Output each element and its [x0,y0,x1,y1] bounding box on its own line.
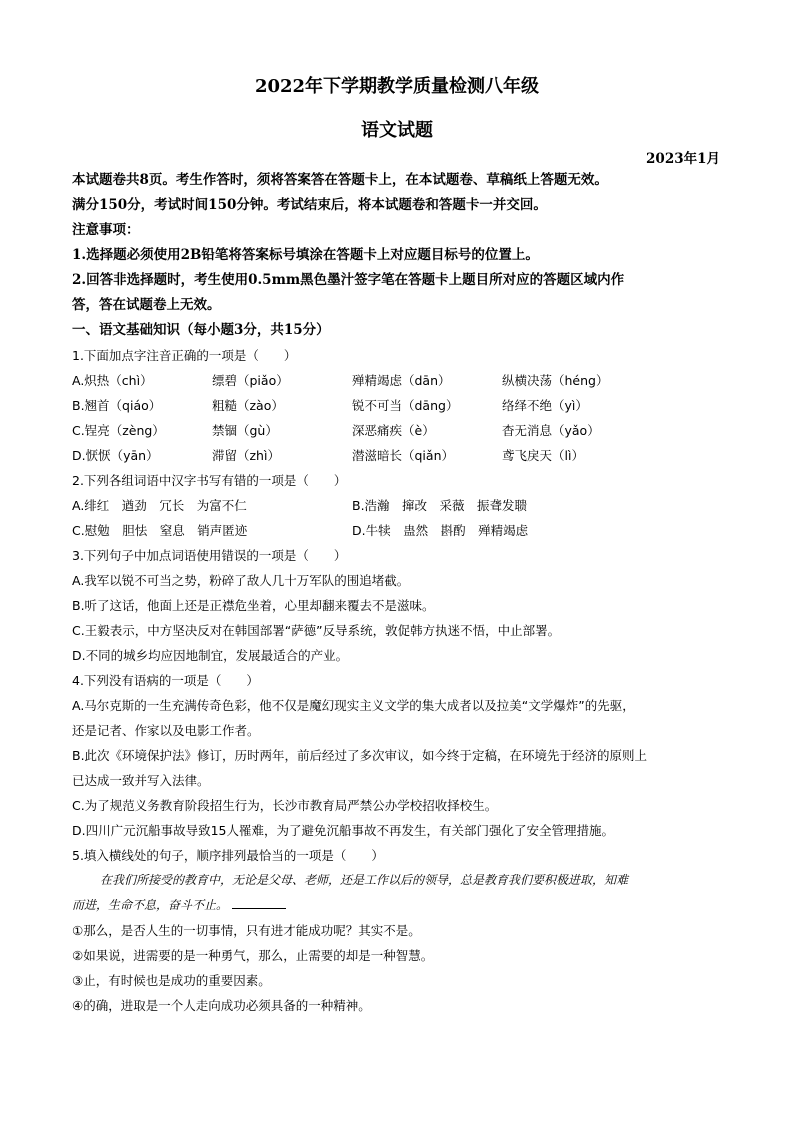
question-stem: 2.下列各组词语中汉字书写有错的一项是（ ） [72,473,347,488]
option-line: 已达成一致并写入法律。 [72,773,210,788]
page-title: 2022年下学期教学质量检测八年级 [254,76,540,97]
passage-line: 在我们所接受的教育中，无论是父母、老师，还是工作以后的领导，总是教育我们要积极进取，知难 [100,873,629,887]
passage-text: 而进，生命不息，奋斗不止。 [72,898,229,912]
page-subtitle: 语文试题 [361,120,433,141]
option-cell: D.牛犊 蛊然 斟酌 殚精竭虑 [352,523,529,538]
option-cell: D.恹恹（yān） [72,448,159,463]
option-line: A.马尔克斯的一生充满传奇色彩，他不仅是魔幻现实主义文学的集大成者以及拉美“文学爆炸”的先驱， [72,698,635,713]
question-stem: 3.下列句子中加点词语使用错误的一项是（ ） [72,548,347,563]
option-line: 还是记者、作家以及电影工作者。 [72,723,260,738]
option-cell: 殚精竭虑（dān） [352,373,451,388]
option-row [72,443,724,468]
option-line: A.我军以锐不可当之势，粉碎了敌人几十万军队的围追堵截。 [72,573,410,588]
notes-heading: 注意事项： [72,222,140,238]
option-cell: 锐不可当（dāng） [352,398,459,413]
option-cell: 缥碧（piǎo） [212,373,289,388]
option-cell: 潜滋暗长（qiǎn） [352,448,454,463]
sentence-item: ③止，有时候也是成功的重要因素。 [72,973,271,988]
option-row [72,393,724,418]
intro-line: 满分150分，考试时间150分钟。考试结束后，将本试题卷和答题卡一并交回。 [72,197,547,213]
option-cell: 络绎不绝（yì） [502,398,588,413]
option-line: B.此次《环境保护法》修订，历时两年，前后经过了多次审议，如今终于定稿，在环境先于经济的原则上 [72,748,648,763]
option-cell: 杳无消息（yǎo） [502,423,600,438]
option-cell: B.浩瀚 撺改 采薇 振聋发聩 [352,498,528,513]
option-line: C.王毅表示，中方坚决反对在韩国部署“萨德”反导系统，敦促韩方执迷不悟，中止部署。 [72,623,561,638]
option-cell: B.翘首（qiáo） [72,398,162,413]
option-row [72,418,724,443]
option-cell: A.炽热（chì） [72,373,153,388]
option-row [72,493,724,518]
sentence-item: ②如果说，进需要的是一种勇气，那么，止需要的却是一种智慧。 [72,948,434,963]
question-stem: 4.下列没有语病的一项是（ ） [72,673,259,688]
option-row [72,368,724,393]
sentence-item: ①那么，是否人生的一切事情，只有进才能成功呢？其实不是。 [72,923,421,938]
option-cell: 粗糙（zào） [212,398,284,413]
option-cell: 深恶痛疾（è） [352,423,435,438]
question-stem: 1.下面加点字注音正确的一项是（ ） [72,348,297,363]
option-cell: 禁锢（gù） [212,423,278,438]
option-cell: C.慰勉 胆怯 窒息 销声匿迹 [72,523,248,538]
note-line: 1.选择题必须使用2B铅笔将答案标号填涂在答题卡上对应题目标号的位置上。 [72,247,539,263]
option-line: B.听了这话，他面上还是正襟危坐着，心里却翻来覆去不是滋味。 [72,598,435,613]
passage-line [72,893,724,918]
section-heading: 一、语文基础知识（每小题3分，共15分） [72,322,330,338]
exam-date: 2023年1月 [646,151,720,167]
note-line: 答，答在试题卷上无效。 [72,297,221,313]
option-line: C.为了规范义务教育阶段招生行为，长沙市教育局严禁公办学校招收择校生。 [72,798,498,813]
question-stem: 5.填入横线处的句子，顺序排列最恰当的一项是（ ） [72,848,384,863]
option-line: D.四川广元沉船事故导致15人罹难，为了避免沉船事故不再发生，有关部门强化了安全管理措施。 [72,823,615,838]
note-line: 2.回答非选择题时，考生使用0.5mm黑色墨汁签字笔在答题卡上题目所对应的答题区域内作 [72,272,625,288]
sentence-item: ④的确，进取是一个人走向成功必须具备的一种精神。 [72,998,371,1013]
option-row [72,518,724,543]
option-line: D.不同的城乡均应因地制宜，发展最适合的产业。 [72,648,349,663]
intro-line: 本试题卷共8页。考生作答时，须将答案答在答题卡上，在本试题卷、草稿纸上答题无效。 [72,172,608,188]
exam-body [72,168,724,1018]
option-cell: 纵横决荡（héng） [502,373,609,388]
fill-blank [232,894,286,909]
option-cell: A.绯红 遒劲 冗长 为富不仁 [72,498,247,513]
option-cell: 滞留（zhì） [212,448,280,463]
option-cell: C.锃亮（zèng） [72,423,165,438]
option-cell: 鸢飞戾天（lì） [502,448,584,463]
